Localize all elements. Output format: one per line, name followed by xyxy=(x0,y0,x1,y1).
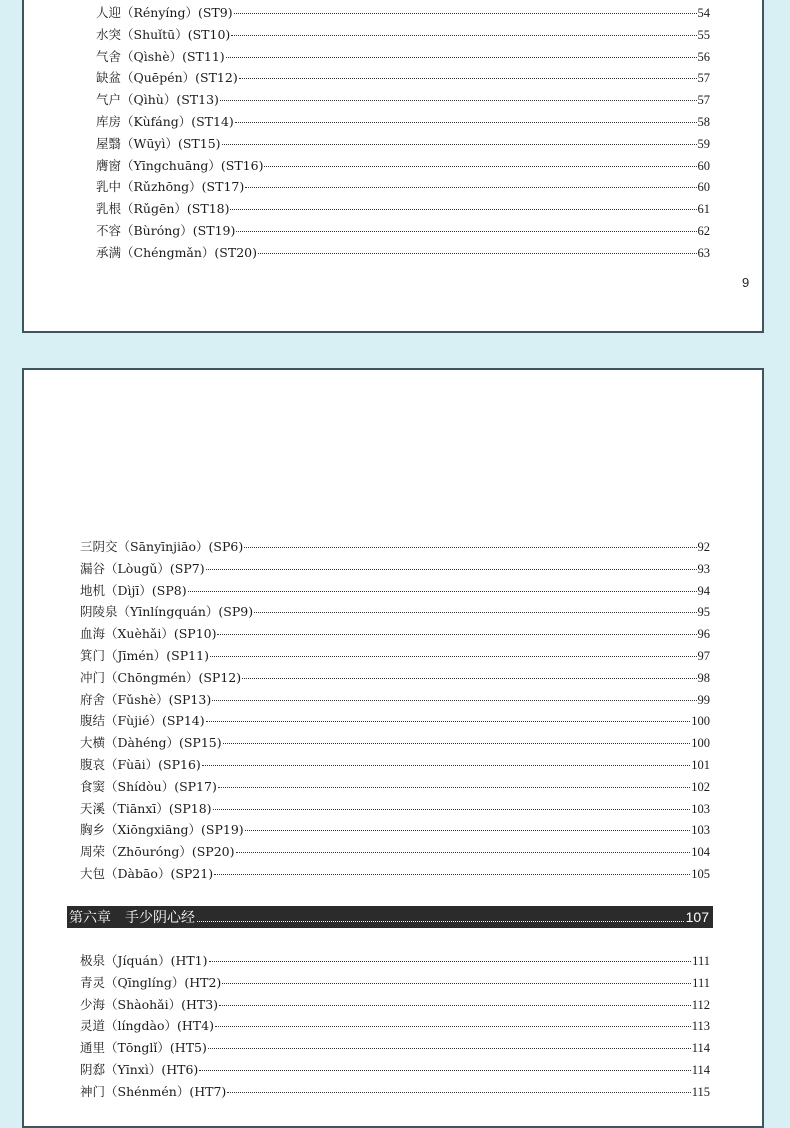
chapter-page-number: 107 xyxy=(685,909,709,925)
dot-leader xyxy=(227,1088,690,1093)
dot-leader xyxy=(236,848,691,853)
dot-leader xyxy=(210,652,697,657)
toc-entry[interactable] xyxy=(80,1037,710,1059)
toc-entry-title: 阴陵泉（Yīnlíngquán）(SP9) xyxy=(80,604,254,620)
toc-list-spleen-points xyxy=(80,536,710,885)
chapter-title: 第六章 手少阴心经 xyxy=(69,910,195,926)
toc-entry-page: 101 xyxy=(691,757,710,772)
toc-entry-title: 腹结（Fùjié）(SP14) xyxy=(80,713,205,729)
toc-entry-page: 99 xyxy=(697,692,710,707)
toc-entry-title: 膺窗（Yīngchuāng）(ST16) xyxy=(96,157,264,173)
book-page-upper xyxy=(22,0,764,333)
toc-entry-page: 115 xyxy=(691,1084,710,1099)
toc-entry-title: 缺盆（Quēpén）(ST12) xyxy=(96,70,238,86)
toc-entry-page: 95 xyxy=(697,605,710,620)
dot-leader xyxy=(235,118,697,123)
toc-entry[interactable] xyxy=(80,994,710,1016)
toc-entry-page: 100 xyxy=(691,736,710,751)
toc-entry-page: 97 xyxy=(697,648,710,663)
dot-leader xyxy=(226,53,697,58)
toc-entry[interactable] xyxy=(80,623,710,645)
dot-leader xyxy=(230,205,696,210)
dot-leader xyxy=(236,227,696,232)
toc-entry-page: 103 xyxy=(691,823,710,838)
toc-entry-page: 92 xyxy=(697,540,710,554)
toc-entry-title: 承满（Chéngmǎn）(ST20) xyxy=(96,244,257,260)
dot-leader xyxy=(188,587,697,592)
toc-entry-title: 人迎（Rényíng）(ST9) xyxy=(96,5,233,20)
toc-entry-title: 气舍（Qìshè）(ST11) xyxy=(96,48,225,64)
toc-entry-page: 60 xyxy=(697,158,710,173)
dot-leader xyxy=(219,1001,691,1006)
toc-entry-title: 阴郄（Yīnxì）(HT6) xyxy=(80,1061,199,1077)
toc-entry[interactable] xyxy=(80,558,710,580)
toc-entry-page: 58 xyxy=(697,114,710,129)
toc-entry-title: 冲门（Chōngmén）(SP12) xyxy=(80,669,242,685)
dot-leader xyxy=(206,717,691,722)
toc-list-heart-points xyxy=(80,950,710,1103)
dot-leader xyxy=(245,183,696,188)
dot-leader xyxy=(254,608,696,613)
toc-entry-title: 屋翳（Wūyì）(ST15) xyxy=(96,135,221,151)
toc-entry-page: 111 xyxy=(692,975,710,990)
toc-entry-page: 59 xyxy=(697,136,710,151)
toc-entry-title: 地机（Dìjī）(SP8) xyxy=(80,582,187,598)
toc-entry-title: 乳根（Rǔgēn）(ST18) xyxy=(96,201,230,217)
toc-entry-title: 青灵（Qīnglíng）(HT2) xyxy=(80,974,222,990)
toc-entry-page: 112 xyxy=(691,997,710,1012)
toc-entry-page: 103 xyxy=(691,801,710,816)
toc-entry[interactable] xyxy=(80,667,710,689)
toc-entry-page: 55 xyxy=(697,27,710,42)
toc-entry-title: 乳中（Rǔzhōng）(ST17) xyxy=(96,179,245,195)
toc-entry-title: 腹哀（Fùāi）(SP16) xyxy=(80,756,201,772)
dot-leader xyxy=(234,9,697,14)
dot-leader xyxy=(214,870,690,875)
dot-leader xyxy=(239,74,697,79)
page-number: 9 xyxy=(742,275,750,290)
dot-leader xyxy=(218,783,690,788)
dot-leader xyxy=(212,696,696,701)
toc-entry-page: 113 xyxy=(691,1019,710,1034)
toc-entry-page: 93 xyxy=(697,561,710,576)
toc-entry-title: 水突（Shuǐtū）(ST10) xyxy=(96,26,231,42)
toc-entry-page: 111 xyxy=(692,954,710,968)
toc-entry[interactable] xyxy=(80,1081,710,1103)
toc-entry-title: 箕门（Jīmén）(SP11) xyxy=(80,647,209,663)
toc-entry[interactable] xyxy=(96,67,710,89)
toc-entry[interactable] xyxy=(96,89,710,111)
toc-entry-page: 56 xyxy=(697,49,710,64)
dot-leader xyxy=(197,917,684,922)
toc-entry-page: 98 xyxy=(697,670,710,685)
dot-leader xyxy=(222,140,697,145)
toc-entry-title: 周荣（Zhōuróng）(SP20) xyxy=(80,844,235,860)
toc-entry[interactable] xyxy=(80,776,710,798)
dot-leader xyxy=(217,630,696,635)
dot-leader xyxy=(242,674,696,679)
toc-list-stomach-points xyxy=(96,2,710,264)
toc-entry-title: 不容（Bùróng）(ST19) xyxy=(96,222,236,238)
toc-entry-page: 57 xyxy=(697,71,710,86)
toc-entry[interactable] xyxy=(96,155,710,177)
toc-entry-title: 漏谷（Lòugǔ）(SP7) xyxy=(80,560,205,576)
toc-entry[interactable] xyxy=(80,841,710,863)
toc-entry-page: 96 xyxy=(697,627,710,642)
toc-entry-title: 大包（Dàbāo）(SP21) xyxy=(80,865,214,881)
dot-leader xyxy=(258,249,697,254)
toc-entry-page: 105 xyxy=(691,866,710,881)
toc-entry[interactable] xyxy=(80,645,710,667)
toc-entry-title: 库房（Kùfáng）(ST14) xyxy=(96,113,234,129)
toc-entry[interactable] xyxy=(96,2,710,24)
toc-entry-title: 气户（Qìhù）(ST13) xyxy=(96,92,219,108)
toc-entry-title: 通里（Tōnglǐ）(HT5) xyxy=(80,1040,207,1056)
toc-entry[interactable] xyxy=(80,580,710,602)
toc-entry-page: 60 xyxy=(697,180,710,195)
dot-leader xyxy=(206,565,697,570)
toc-entry-title: 府舍（Fǔshè）(SP13) xyxy=(80,691,212,707)
dot-leader xyxy=(202,761,690,766)
toc-entry-title: 胸乡（Xiōngxiāng）(SP19) xyxy=(80,822,244,838)
toc-entry-page: 54 xyxy=(697,6,710,20)
toc-entry-title: 食窦（Shídòu）(SP17) xyxy=(80,778,217,794)
toc-entry-title: 极泉（Jíquán）(HT1) xyxy=(80,953,208,968)
toc-entry-title: 少海（Shàohǎi）(HT3) xyxy=(80,996,219,1012)
toc-entry[interactable] xyxy=(96,242,710,264)
toc-entry-page: 114 xyxy=(691,1041,710,1056)
dot-leader xyxy=(223,739,691,744)
toc-entry-title: 灵道（língdào）(HT4) xyxy=(80,1018,214,1034)
dot-leader xyxy=(199,1066,690,1071)
toc-entry-title: 三阴交（Sānyīnjiāo）(SP6) xyxy=(80,539,244,554)
toc-entry-title: 大横（Dàhéng）(SP15) xyxy=(80,735,222,751)
toc-entry-page: 102 xyxy=(691,779,710,794)
toc-entry-page: 94 xyxy=(697,583,710,598)
toc-entry-title: 血海（Xuèhǎi）(SP10) xyxy=(80,626,217,642)
toc-entry-page: 63 xyxy=(697,245,710,260)
toc-entry[interactable] xyxy=(80,972,710,994)
dot-leader xyxy=(222,979,691,984)
dot-leader xyxy=(245,826,691,831)
chapter-heading[interactable] xyxy=(67,906,713,928)
book-page-lower xyxy=(22,368,764,1128)
toc-entry[interactable] xyxy=(96,220,710,242)
toc-entry[interactable] xyxy=(80,950,710,972)
dot-leader xyxy=(264,162,696,167)
toc-entry[interactable] xyxy=(96,24,710,46)
dot-leader xyxy=(208,1044,691,1049)
toc-entry[interactable] xyxy=(80,536,710,558)
toc-entry[interactable] xyxy=(80,1059,710,1081)
toc-entry[interactable] xyxy=(80,732,710,754)
toc-entry[interactable] xyxy=(80,1015,710,1037)
toc-entry[interactable] xyxy=(80,754,710,776)
toc-entry[interactable] xyxy=(96,198,710,220)
dot-leader xyxy=(213,805,691,810)
toc-entry[interactable] xyxy=(80,689,710,711)
toc-entry-title: 天溪（Tiānxī）(SP18) xyxy=(80,800,212,816)
toc-entry[interactable] xyxy=(80,798,710,820)
toc-entry[interactable] xyxy=(96,46,710,68)
toc-entry-page: 57 xyxy=(697,93,710,108)
dot-leader xyxy=(231,31,696,36)
toc-entry-title: 神门（Shénmén）(HT7) xyxy=(80,1083,227,1099)
toc-entry[interactable] xyxy=(80,819,710,841)
dot-leader xyxy=(215,1022,691,1027)
dot-leader xyxy=(209,957,692,962)
toc-entry[interactable] xyxy=(80,863,710,885)
toc-entry-page: 100 xyxy=(691,714,710,729)
toc-entry-page: 104 xyxy=(691,845,710,860)
toc-entry-page: 62 xyxy=(697,223,710,238)
dot-leader xyxy=(244,543,696,548)
toc-entry-page: 114 xyxy=(691,1062,710,1077)
toc-entry-page: 61 xyxy=(697,202,710,217)
toc-entry[interactable] xyxy=(96,133,710,155)
toc-entry[interactable] xyxy=(96,176,710,198)
toc-entry[interactable] xyxy=(80,710,710,732)
toc-entry[interactable] xyxy=(96,111,710,133)
dot-leader xyxy=(220,96,697,101)
toc-entry[interactable] xyxy=(80,601,710,623)
